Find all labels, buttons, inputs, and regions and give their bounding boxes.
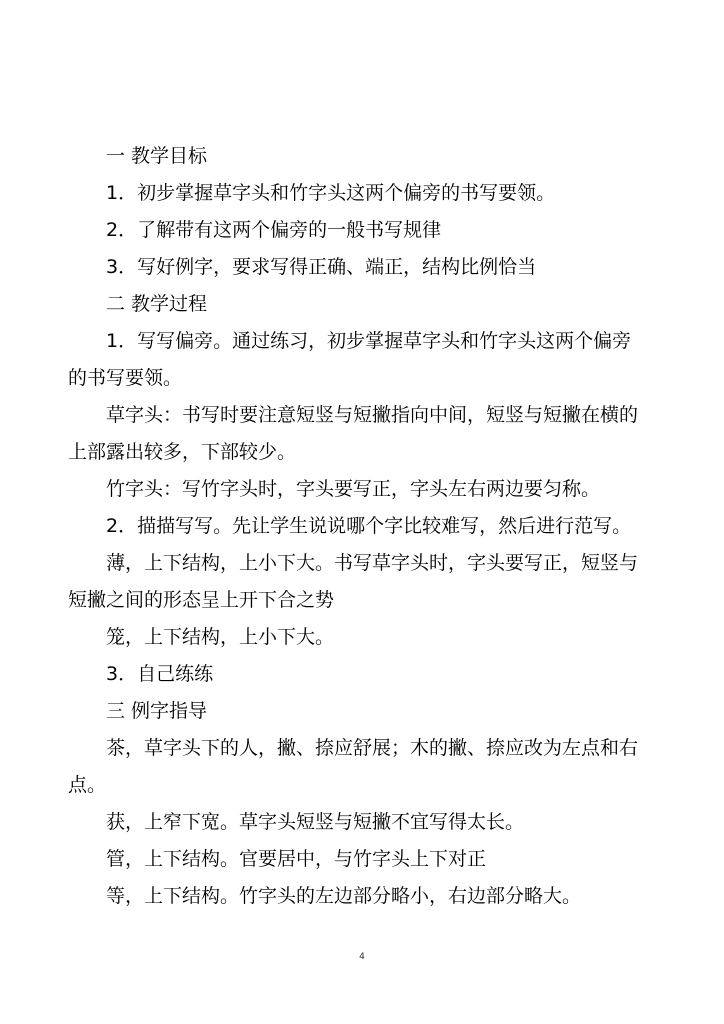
paragraph: 3．自己练练: [106, 663, 214, 685]
paragraph: 1．初步掌握草字头和竹字头这两个偏旁的书写要领。: [106, 182, 556, 204]
paragraph: 草字头：书写时要注意短竖与短撇指向中间，短竖与短撇在横的: [106, 404, 639, 426]
section-heading-process: 二 教学过程: [106, 293, 208, 315]
paragraph: 竹字头：写竹字头时，字头要写正，字头左右两边要匀称。: [106, 478, 601, 500]
page-number: 4: [359, 952, 365, 962]
section-heading-examples: 三 例字指导: [106, 700, 208, 722]
section-heading-objectives: 一 教学目标: [106, 145, 208, 167]
paragraph-continuation: 的书写要领。: [68, 367, 183, 389]
paragraph: 茶，草字头下的人，撇、捺应舒展；木的撇、捺应改为左点和右: [106, 737, 639, 759]
paragraph: 3．写好例字，要求写得正确、端正，结构比例恰当: [106, 256, 537, 278]
paragraph: 1．写写偏旁。通过练习，初步掌握草字头和竹字头这两个偏旁: [106, 330, 632, 352]
paragraph: 薄，上下结构，上小下大。书写草字头时，字头要写正，短竖与: [106, 552, 639, 574]
paragraph: 笼，上下结构，上小下大。: [106, 626, 335, 648]
paragraph-continuation: 上部露出较多，下部较少。: [68, 441, 297, 463]
paragraph-continuation: 点。: [68, 774, 107, 796]
paragraph-continuation: 短撇之间的形态呈上开下合之势: [68, 589, 335, 611]
paragraph: 获，上窄下宽。草字头短竖与短撇不宜写得太长。: [106, 811, 525, 833]
paragraph: 等，上下结构。竹字头的左边部分略小，右边部分略大。: [106, 885, 582, 907]
document-body: [68, 138, 658, 915]
paragraph: 管，上下结构。官要居中，与竹字头上下对正: [106, 848, 487, 870]
paragraph: 2．描描写写。先让学生说说哪个字比较难写，然后进行范写。: [106, 515, 632, 537]
paragraph: 2．了解带有这两个偏旁的一般书写规律: [106, 219, 442, 241]
